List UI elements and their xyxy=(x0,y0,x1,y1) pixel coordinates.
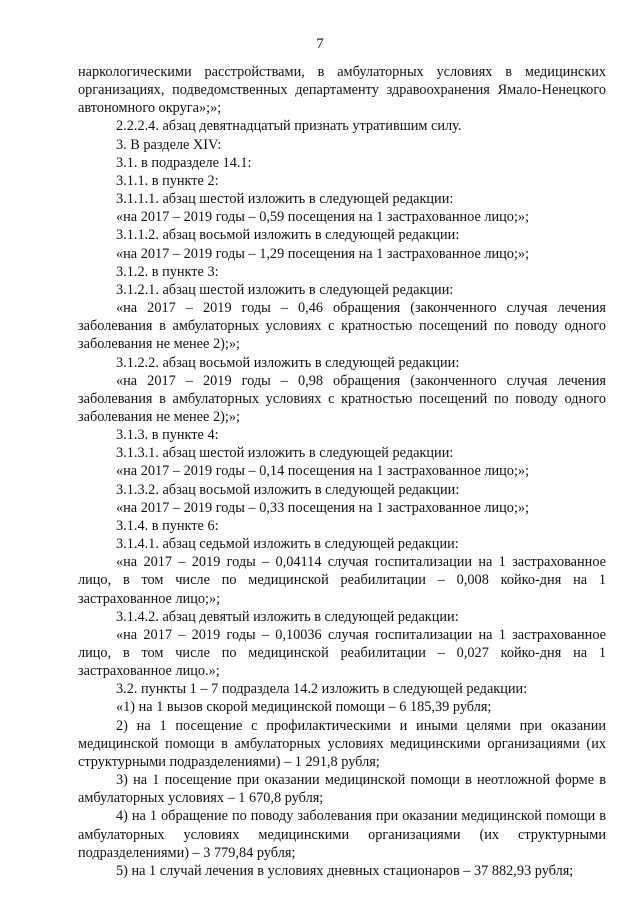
paragraph: «на 2017 – 2019 годы – 1,29 посещения на 1 застрахованное лицо;»; xyxy=(116,245,530,262)
paragraph: «на 2017 – 2019 годы – 0,14 посещения на 1 застрахованное лицо;»; xyxy=(116,463,530,480)
paragraph: «на 2017 – 2019 годы – 0,59 посещения на 1 застрахованное лицо;»; xyxy=(116,209,530,226)
paragraph: «на 2017 – 2019 годы – 0,46 обращения (законченного случая лечения заболевания в амбулаторных условиях с кратностью посещений по поводу одного заболевания не менее 2);»; xyxy=(78,300,606,353)
paragraph: 3.1.1.2. абзац восьмой изложить в следующей редакции: xyxy=(116,227,460,244)
section-heading: 3. В разделе XIV: xyxy=(116,136,222,153)
paragraph: 3.1.3. в пункте 4: xyxy=(116,427,219,444)
paragraph: 3.1.2. в пункте 3: xyxy=(116,263,219,280)
paragraph: 3.1. в подразделе 14.1: xyxy=(116,154,252,171)
list-item: 4) на 1 обращение по поводу заболевания при оказании медицинской помощи в амбулаторных условиях медицинскими организациями (их структурными подразделениями) – 3 779,84 рубля; xyxy=(78,808,606,861)
paragraph: 3.1.3.1. абзац шестой изложить в следующей редакции: xyxy=(116,445,454,462)
paragraph: наркологическими расстройствами, в амбулаторных условиях в медицинских организациях, подведомственных департаменту здравоохранения Ямало-Ненецкого автономного округа»;»; xyxy=(78,64,606,117)
paragraph: 3.1.4.1. абзац седьмой изложить в следующей редакции: xyxy=(116,536,459,553)
paragraph: 3.1.1. в пункте 2: xyxy=(116,172,219,189)
document-body xyxy=(78,63,606,880)
paragraph: «на 2017 – 2019 годы – 0,04114 случая госпитализации на 1 застрахованное лицо, в том числе по медицинской реабилитации – 0,008 койко-дня на 1 застрахованное лицо;»; xyxy=(78,554,606,607)
paragraph: 3.1.2.1. абзац шестой изложить в следующей редакции: xyxy=(116,281,454,298)
paragraph: 3.1.3.2. абзац восьмой изложить в следующей редакции: xyxy=(116,481,460,498)
paragraph: 3.1.4.2. абзац девятый изложить в следующей редакции: xyxy=(116,608,459,625)
page-number: 7 xyxy=(316,36,324,52)
paragraph: 3.2. пункты 1 – 7 подраздела 14.2 изложить в следующей редакции: xyxy=(116,681,528,698)
paragraph: 3.1.2.2. абзац восьмой изложить в следующей редакции: xyxy=(116,354,460,371)
paragraph: 3.1.4. в пункте 6: xyxy=(116,517,219,534)
list-item: 5) на 1 случай лечения в условиях дневных стационаров – 37 882,93 рубля; xyxy=(116,862,574,879)
paragraph: «на 2017 – 2019 годы – 0,10036 случая госпитализации на 1 застрахованное лицо, в том числе по медицинской реабилитации – 0,027 койко-дня на 1 застрахованное лицо.»; xyxy=(78,626,606,680)
paragraph: «на 2017 – 2019 годы – 0,98 обращения (законченного случая лечения заболевания в амбулаторных условиях с кратностью посещений по поводу одного заболевания не менее 2);»; xyxy=(78,372,606,425)
list-item: 3) на 1 посещение при оказании медицинской помощи в неотложной форме в амбулаторных условиях – 1 670,8 рубля; xyxy=(78,772,606,807)
paragraph: «на 2017 – 2019 годы – 0,33 посещения на 1 застрахованное лицо;»; xyxy=(116,499,530,516)
list-item: «1) на 1 вызов скорой медицинской помощи – 6 185,39 рубля; xyxy=(116,699,492,716)
list-item: 2) на 1 посещение с профилактическими и иными целями при оказании медицинской помощи в амбулаторных условиях медицинскими организациями (их структурными подразделениями) – 1 291,8 рубля; xyxy=(78,717,606,770)
paragraph: 3.1.1.1. абзац шестой изложить в следующей редакции: xyxy=(116,191,454,208)
paragraph: 2.2.2.4. абзац девятнадцатый признать утратившим силу. xyxy=(116,118,462,135)
